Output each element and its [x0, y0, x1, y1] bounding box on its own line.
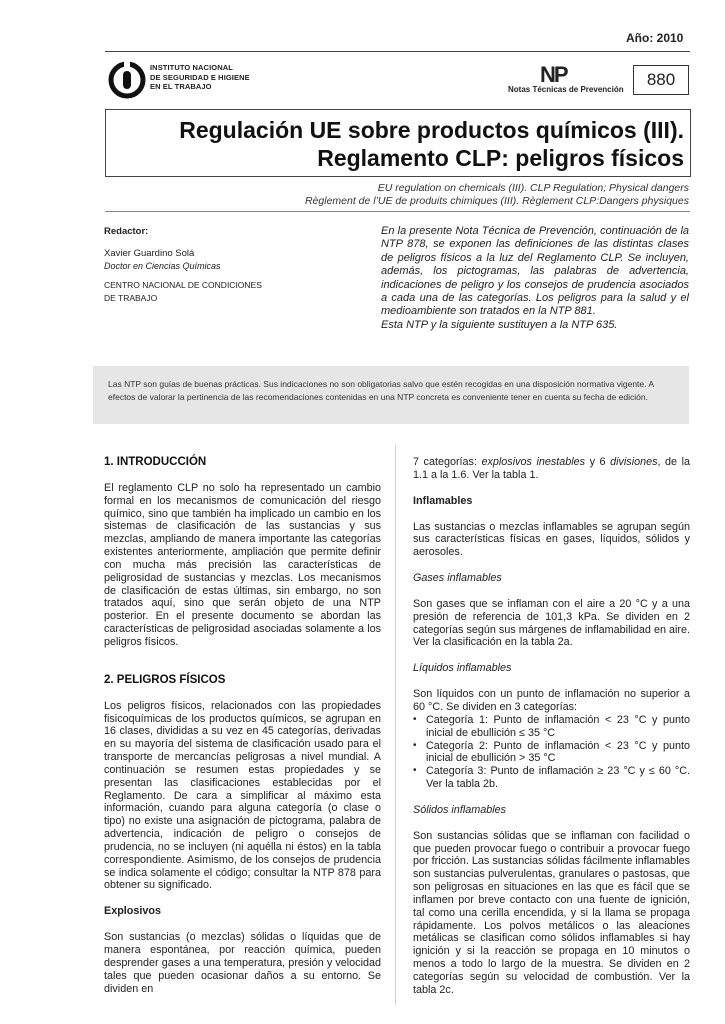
page-title	[84, 116, 684, 172]
column-divider	[395, 445, 396, 1005]
paragraph: Son gases que se inflaman con el aire a 20 °C y a una presión de referencia de 101,3 kPa. Se dividen en 2 categorías según sus márgenes de inflamabilidad en aire. Ver la clasificación en la tabla 2a.	[413, 597, 690, 649]
subsection-heading: Inflamables	[413, 494, 473, 507]
institute-line: EN EL TRABAJO	[150, 82, 212, 91]
np-logo	[540, 62, 567, 87]
author-center: CENTRO NACIONAL DE CONDICIONES	[104, 280, 262, 290]
abstract-paragraph: En la presente Nota Técnica de Prevención, continuación de la NTP 878, se exponen las definiciones de las distintas clases de peligros físicos a la luz del Reglamento CLP. Se incluyen, además, los pictogramas, las palabras de advertencia, indicaciones de peligro y los consejos de prudencia asociados a cada una de las categorías. Los peligros para la salud y el medioambiente son tratados en la NTP 881.	[381, 225, 689, 318]
section-heading: 2. PELIGROS FÍSICOS	[104, 673, 226, 686]
text-run-italic: explosivos inestables	[481, 456, 586, 468]
disclaimer-box	[93, 366, 689, 424]
np-logo-text: NP	[540, 62, 567, 87]
year-label: Año: 2010	[626, 31, 684, 45]
paragraph: Las sustancias o mezclas inflamables se agrupan según sus características físicas en gases, líquidos, sólidos y aerosoles.	[413, 520, 690, 559]
subsection-heading: Explosivos	[104, 905, 162, 918]
subsubsection-heading: Líquidos inflamables	[413, 662, 512, 675]
disclaimer-text: Las NTP son guías de buenas prácticas. Sus indicaciones no son obligatorias salvo que estén recogidas en una disposición normativa vigente. A efectos de valorar la pertinencia de las recomendaciones contenidas en una NTP concreta es conveniente tener en cuenta su fecha de edición.	[108, 379, 654, 402]
institute-line: DE SEGURIDAD E HIGIENE	[150, 72, 250, 82]
institute-logo-icon	[108, 61, 146, 99]
list-item: • Categoría 3: Punto de inflamación ≥ 23 °C y ≤ 60 °C. Ver la tabla 2b.	[413, 765, 690, 791]
subsubsection-heading: Sólidos inflamables	[413, 803, 507, 816]
text-run-italic: divisiones	[610, 456, 658, 468]
author-degree: Doctor en Ciencias Químicas	[104, 261, 221, 271]
list-item: • Categoría 2: Punto de inflamación < 23 °C y punto inicial de ebullición > 35 °C	[413, 740, 690, 766]
np-subtitle: Notas Técnicas de Prevención	[508, 85, 624, 94]
institute-name	[150, 63, 250, 92]
subtitle-rule	[105, 211, 690, 212]
subtitle-fr: Règlement de l’UE de produits chimiques (III). Règlement CLP:Dangers physiques	[304, 194, 689, 207]
category-list	[413, 714, 690, 791]
right-column	[413, 456, 690, 997]
paragraph: Son sustancias sólidas que se inflaman con facilidad o que pueden provocar fuego o contribuir a provocar fuego por fricción. Las sustancias sólidas fácilmente inflamables son sustancias pulverulentas, granulares o pastosas, que son peligrosas en situaciones en las que es fácil que se inflamen por breve contacto con una fuente de ignición, tal como una cerilla encendida, y si la llama se propaga rápidamente. Los polvos metálicos o las aleaciones metálicas se clasifican como sólidos inflamables si hay ignición y si la reacción se propaga en 10 minutos o menos a todo lo largo de la muestra. Se dividen en 2 categorías según su velocidad de combustión. Ver la tabla 2c.	[413, 829, 690, 996]
institute-line: INSTITUTO NACIONAL	[150, 63, 233, 72]
title-line-1: Regulación UE sobre productos químicos (III).	[179, 117, 684, 143]
text-run: 7 categorías:	[413, 456, 482, 468]
left-column	[104, 456, 381, 995]
paragraph: Son sustancias (o mezclas) sólidas o líquidas que de manera espontánea, por reacción química, pueden desprender gases a una temperatura, presión y velocidad tales que pueden ocasionar daños a su entorno. Se dividen en	[104, 931, 381, 995]
paragraph	[413, 456, 690, 482]
author-label: Redactor:	[104, 226, 149, 237]
paragraph: Son líquidos con un punto de inflamación no superior a 60 °C. Se dividen en 3 categorías:	[413, 688, 690, 713]
text-run: , de la 1.1 a la 1.6. Ver la tabla 1.	[413, 456, 691, 481]
subtitle-en: EU regulation on chemicals (III). CLP Regulation; Physical dangers	[377, 182, 689, 194]
author-name: Xavier Guardino Solá	[104, 248, 195, 259]
ntp-number: 880	[633, 65, 689, 95]
abstract	[381, 225, 689, 332]
text-run: y 6	[585, 456, 611, 468]
paragraph: Los peligros físicos, relacionados con las propiedades fisicoquímicas de los productos químicos, se agrupan en 16 clases, divididas a su vez en 45 categorías, derivadas en su mayoría del sistema de clasificación usado para el transporte de mercancías peligrosas a nivel mundial. A continuación se resumen estas propiedades y se presentan las clasificaciones establecidas por el Reglamento. De cara a simplificar al máximo esta información, cuando para alguna categoría (o clase o tipo) no existe una asignación de pictograma, palabra de advertencia, indicación de peligro o consejos de prudencia, no se incluyen (ni aquélla ni éstos) en la tabla correspondiente. Asimismo, de los consejos de prudencia se indica solamente el código; consultar la NTP 878 para obtener su significado.	[104, 699, 381, 892]
title-line-2: Reglamento CLP: peligros físicos	[317, 145, 684, 171]
author-block	[104, 225, 299, 305]
author-center: DE TRABAJO	[104, 293, 158, 303]
header-rule	[105, 51, 690, 52]
section-heading: 1. INTRODUCCIÓN	[104, 456, 207, 468]
subtitle-translations	[129, 182, 689, 207]
subsubsection-heading: Gases inflamables	[413, 572, 502, 585]
abstract-paragraph: Esta NTP y la siguiente sustituyen a la NTP 635.	[381, 318, 618, 331]
list-item: • Categoría 1: Punto de inflamación < 23 °C y punto inicial de ebullición ≤ 35 °C	[413, 714, 690, 740]
paragraph: El reglamento CLP no solo ha representado un cambio formal en los mecanismos de comunicación del riesgo químico, sino que también ha implicado un cambio en los sistemas de clasificación de las sustancias y sus mezclas, ampliando de manera importante las categorías existentes anteriormente, ampliación que permite definir con mucha más precisión las características de peligrosidad de sustancias y mezclas. Los mecanismos de clasificación de estas últimas, sin embargo, no son tratados aquí, sino que serán objeto de una NTP posterior. En el presente documento se abordan las características de peligrosidad asociadas solamente a los peligros físicos.	[104, 481, 381, 648]
